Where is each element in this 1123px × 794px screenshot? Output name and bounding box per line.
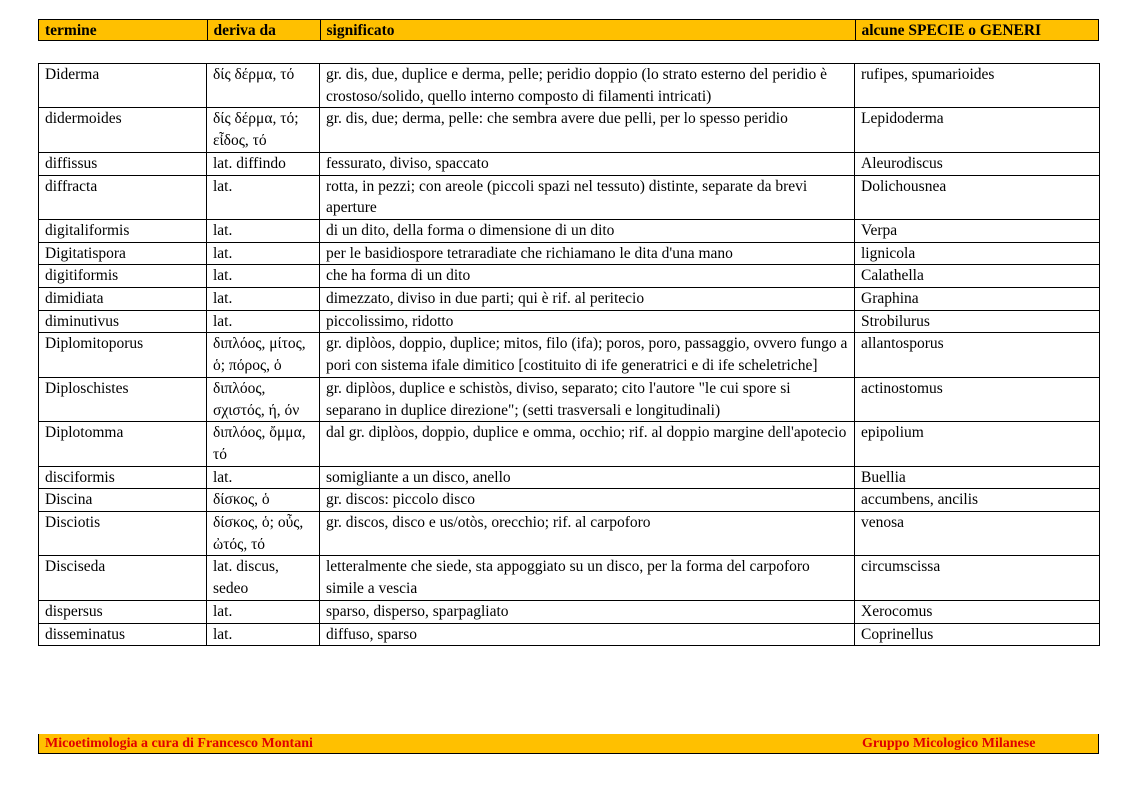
meaning-cell: rotta, in pezzi; con areole (piccoli spazi nel tessuto) distinte, separate da brevi aperture <box>320 175 855 219</box>
meaning-cell: letteralmente che siede, sta appoggiato su un disco, per la forma del carpoforo simile a vescia <box>320 556 855 600</box>
meaning-cell: gr. diplòos, doppio, duplice; mitos, filo (ifa); poros, poro, passaggio, ovvero fungo a pori con sistema ifale dimitico [costituito di ife generatrici e di ife scheletriche] <box>320 333 855 377</box>
header-band <box>38 19 1099 41</box>
term-cell: Diploschistes <box>39 377 207 421</box>
species-cell: Aleurodiscus <box>855 152 1100 175</box>
table-row <box>39 512 1100 556</box>
meaning-cell: gr. diplòos, duplice e schistòs, diviso, separato; cito l'autore "le cui spore si separano in duplice direzione"; (setti trasversali e longitudinali) <box>320 377 855 421</box>
term-cell: Diderma <box>39 64 207 108</box>
table-row <box>39 152 1100 175</box>
meaning-cell: somigliante a un disco, anello <box>320 466 855 489</box>
header-deriva-da: deriva da <box>207 20 320 41</box>
term-cell: digitiformis <box>39 265 207 288</box>
meaning-cell: gr. discos: piccolo disco <box>320 489 855 512</box>
meaning-cell: dimezzato, diviso in due parti; qui è rif. al peritecio <box>320 288 855 311</box>
species-cell: venosa <box>855 512 1100 556</box>
species-cell: Buellia <box>855 466 1100 489</box>
species-cell: actinostomus <box>855 377 1100 421</box>
term-cell: Disciseda <box>39 556 207 600</box>
meaning-cell: dal gr. diplòos, doppio, duplice e omma, occhio; rif. al doppio margine dell'apotecio <box>320 422 855 466</box>
table-row <box>39 600 1100 623</box>
species-cell: Strobilurus <box>855 310 1100 333</box>
origin-cell: lat. diffindo <box>207 152 320 175</box>
table-row <box>39 175 1100 219</box>
header-specie-generi: alcune SPECIE o GENERI <box>855 20 1098 41</box>
origin-cell: lat. <box>207 466 320 489</box>
header-significato: significato <box>320 20 855 41</box>
species-cell: epipolium <box>855 422 1100 466</box>
term-cell: Disciotis <box>39 512 207 556</box>
term-cell: diffissus <box>39 152 207 175</box>
term-cell: Diplomitoporus <box>39 333 207 377</box>
species-cell: lignicola <box>855 242 1100 265</box>
table-row <box>39 556 1100 600</box>
origin-cell: lat. <box>207 600 320 623</box>
glossary-table <box>38 63 1100 646</box>
meaning-cell: piccolissimo, ridotto <box>320 310 855 333</box>
term-cell: disseminatus <box>39 623 207 646</box>
glossary-rows <box>39 64 1100 646</box>
meaning-cell: diffuso, sparso <box>320 623 855 646</box>
term-cell: dispersus <box>39 600 207 623</box>
header-table <box>39 20 1098 41</box>
origin-cell: δίς δέρμα, τό; εἶδος, τό <box>207 108 320 152</box>
table-row <box>39 64 1100 108</box>
meaning-cell: sparso, disperso, sparpagliato <box>320 600 855 623</box>
table-row <box>39 265 1100 288</box>
footer-organization: Gruppo Micologico Milanese <box>862 736 1036 751</box>
origin-cell: lat. <box>207 623 320 646</box>
origin-cell: lat. <box>207 175 320 219</box>
species-cell: Lepidoderma <box>855 108 1100 152</box>
species-cell: Dolichousnea <box>855 175 1100 219</box>
species-cell: circumscissa <box>855 556 1100 600</box>
meaning-cell: gr. dis, due, duplice e derma, pelle; peridio doppio (lo strato esterno del peridio è crostoso/solido, quello interno composto di filamenti intricati) <box>320 64 855 108</box>
species-cell: Verpa <box>855 219 1100 242</box>
species-cell: allantosporus <box>855 333 1100 377</box>
table-row <box>39 466 1100 489</box>
origin-cell: δίσκος, ὁ <box>207 489 320 512</box>
table-row <box>39 108 1100 152</box>
species-cell: Coprinellus <box>855 623 1100 646</box>
origin-cell: lat. <box>207 219 320 242</box>
table-row <box>39 288 1100 311</box>
term-cell: Diplotomma <box>39 422 207 466</box>
species-cell: accumbens, ancilis <box>855 489 1100 512</box>
glossary-table-wrapper <box>38 63 1099 646</box>
meaning-cell: di un dito, della forma o dimensione di un dito <box>320 219 855 242</box>
term-cell: dimidiata <box>39 288 207 311</box>
footer-credit: Micoetimologia a cura di Francesco Montani <box>45 736 313 751</box>
origin-cell: διπλόος, σχιστός, ή, όν <box>207 377 320 421</box>
origin-cell: lat. <box>207 288 320 311</box>
term-cell: digitaliformis <box>39 219 207 242</box>
meaning-cell: che ha forma di un dito <box>320 265 855 288</box>
table-row <box>39 242 1100 265</box>
meaning-cell: fessurato, diviso, spaccato <box>320 152 855 175</box>
table-row <box>39 219 1100 242</box>
term-cell: diffracta <box>39 175 207 219</box>
origin-cell: lat. discus, sedeo <box>207 556 320 600</box>
table-row <box>39 489 1100 512</box>
term-cell: disciformis <box>39 466 207 489</box>
meaning-cell: gr. discos, disco e us/otòs, orecchio; rif. al carpoforo <box>320 512 855 556</box>
table-row <box>39 422 1100 466</box>
footer-band <box>38 734 1099 754</box>
origin-cell: διπλόος, μίτος, ὁ; πόρος, ὁ <box>207 333 320 377</box>
origin-cell: δίσκος, ὁ; οὖς, ὠτός, τό <box>207 512 320 556</box>
term-cell: Digitatispora <box>39 242 207 265</box>
origin-cell: lat. <box>207 310 320 333</box>
table-row <box>39 623 1100 646</box>
table-row <box>39 333 1100 377</box>
table-row <box>39 377 1100 421</box>
species-cell: Xerocomus <box>855 600 1100 623</box>
table-row <box>39 310 1100 333</box>
species-cell: Calathella <box>855 265 1100 288</box>
origin-cell: διπλόος, ὄμμα, τό <box>207 422 320 466</box>
meaning-cell: gr. dis, due; derma, pelle: che sembra avere due pelli, per lo spesso peridio <box>320 108 855 152</box>
species-cell: Graphina <box>855 288 1100 311</box>
origin-cell: lat. <box>207 242 320 265</box>
origin-cell: lat. <box>207 265 320 288</box>
origin-cell: δίς δέρμα, τό <box>207 64 320 108</box>
header-termine: termine <box>45 22 97 39</box>
term-cell: diminutivus <box>39 310 207 333</box>
species-cell: rufipes, spumarioides <box>855 64 1100 108</box>
meaning-cell: per le basidiospore tetraradiate che richiamano le dita d'una mano <box>320 242 855 265</box>
term-cell: Discina <box>39 489 207 512</box>
term-cell: didermoides <box>39 108 207 152</box>
